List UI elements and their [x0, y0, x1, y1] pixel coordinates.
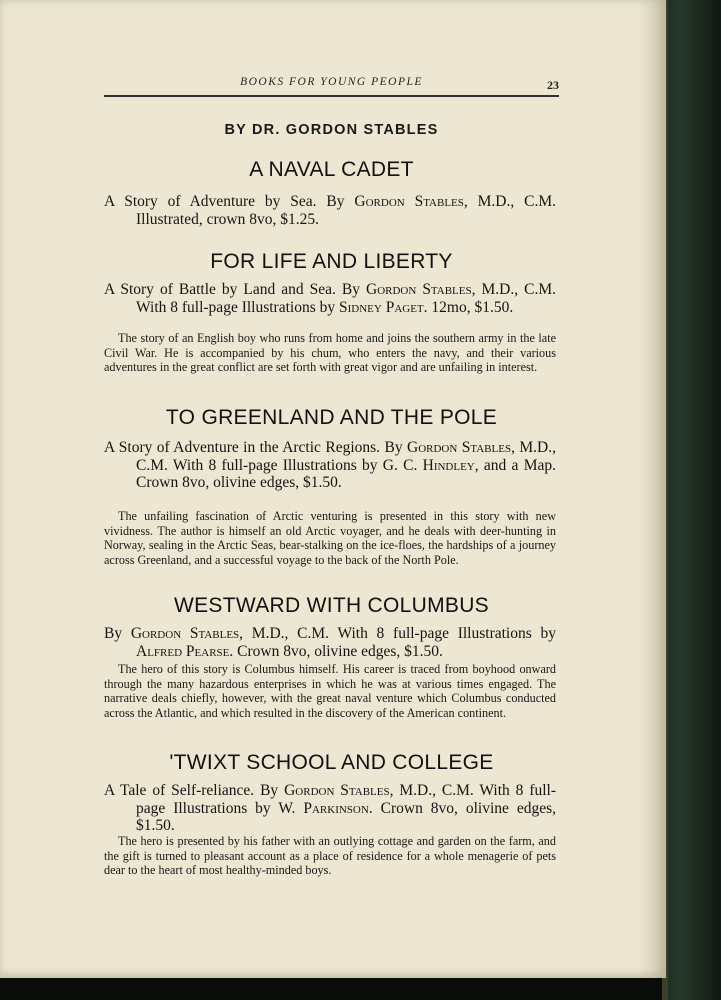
entry-name-smallcaps: Gordon Stables	[130, 625, 240, 642]
running-head	[104, 76, 559, 94]
entry-text: , M.D., C.M. With 8 full-page Illustrations by W.	[136, 782, 557, 817]
entry-text: . Crown 8vo, olivine edges, $1.50.	[229, 642, 443, 660]
entry-text: , and a Map. Crown 8vo, olivine edges, $1.50.	[136, 456, 556, 491]
book-description-westward: The hero of this story is Columbus himself. His career is traced from boyhood onward through the many hazardous enterprises in which he was at various times engaged. The narrative deals chiefly, however, with the great naval venture which Columbus conducted across the Atlantic, and which resulted in the discovery of the American continent.	[104, 662, 556, 720]
entry-name-smallcaps: Gordon Stables	[284, 782, 390, 799]
entry-text: A Tale of Self-reliance. By	[104, 782, 285, 799]
entry-name-smallcaps: Gordon Stables	[407, 439, 512, 456]
entry-text: . 12mo, $1.50.	[423, 298, 514, 316]
book-title-naval-cadet: A NAVAL CADET	[249, 158, 414, 181]
book-entry-life-and-liberty	[104, 281, 556, 316]
book-cover-edge	[662, 0, 721, 1000]
entry-text: . Crown 8vo, olivine edges, $1.50.	[136, 799, 556, 834]
book-title-life-and-liberty: FOR LIFE AND LIBERTY	[210, 250, 453, 273]
entry-text: A Story of Adventure by Sea. By	[104, 193, 355, 210]
entry-text: , M.D., C.M. With 8 full-page Illustrations by	[239, 625, 556, 642]
entry-name-smallcaps: Sidney Paget	[339, 298, 424, 316]
header-rule	[104, 95, 559, 97]
entry-text: A Story of Battle by Land and Sea. By	[104, 281, 366, 298]
book-entry-westward	[104, 625, 556, 660]
book-title-greenland: TO GREENLAND AND THE POLE	[165, 406, 498, 429]
page-gutter-shadow	[640, 0, 666, 978]
entry-name-smallcaps: Gordon Stables	[366, 281, 472, 298]
entry-name-smallcaps: Gordon Stables	[354, 193, 464, 210]
book-title-twixt-school: 'TWIXT SCHOOL AND COLLEGE	[169, 751, 494, 774]
entry-name-smallcaps: Parkinson	[303, 799, 369, 817]
entry-name-smallcaps: Hindley	[422, 456, 475, 474]
entry-text: By	[104, 625, 131, 642]
book-entry-twixt-school	[104, 782, 556, 835]
book-description-life-and-liberty: The story of an English boy who runs from home and joins the southern army in the late Civil War. He is accompanied by his chum, who enters the navy, and their various adventures in the great conflict are set forth with great vigor and are unfailing in interest.	[104, 331, 556, 374]
author-heading: BY DR. GORDON STABLES	[224, 122, 439, 138]
entry-text: , M.D., C.M. With 8 full-page Illustrations by	[136, 281, 556, 316]
page-number: 23	[547, 78, 559, 92]
book-title-westward: WESTWARD WITH COLUMBUS	[174, 594, 489, 617]
book-description-greenland: The unfailing fascination of Arctic venturing is presented in this story with new vividness. The author is himself an old Arctic voyager, and he deals with deer-hunting in Norway, sealing in the Arctic Seas, bear-stalking on the ice-floes, the hardships of a journey across Greenland, and a successful voyage to the back of the North Pole.	[104, 509, 556, 567]
book-entry-greenland	[104, 439, 556, 492]
book-entry-naval-cadet	[104, 193, 556, 228]
entry-name-smallcaps: Alfred Pearse	[136, 642, 230, 660]
entry-text: , M.D., C.M. Illustrated, crown 8vo, $1.25.	[136, 193, 556, 228]
book-description-twixt-school: The hero is presented by his father with an outlying cottage and garden on the farm, and the gift is turned to pleasant account as a place of residence for a whole menagerie of pets dear to the heart of most healthy-minded boys.	[104, 834, 556, 877]
entry-text: , M.D., C.M. With 8 full-page Illustrations by G. C.	[136, 439, 556, 474]
entry-text: A Story of Adventure in the Arctic Regions. By	[104, 439, 408, 456]
running-head-title: BOOKS FOR YOUNG PEOPLE	[240, 76, 423, 88]
